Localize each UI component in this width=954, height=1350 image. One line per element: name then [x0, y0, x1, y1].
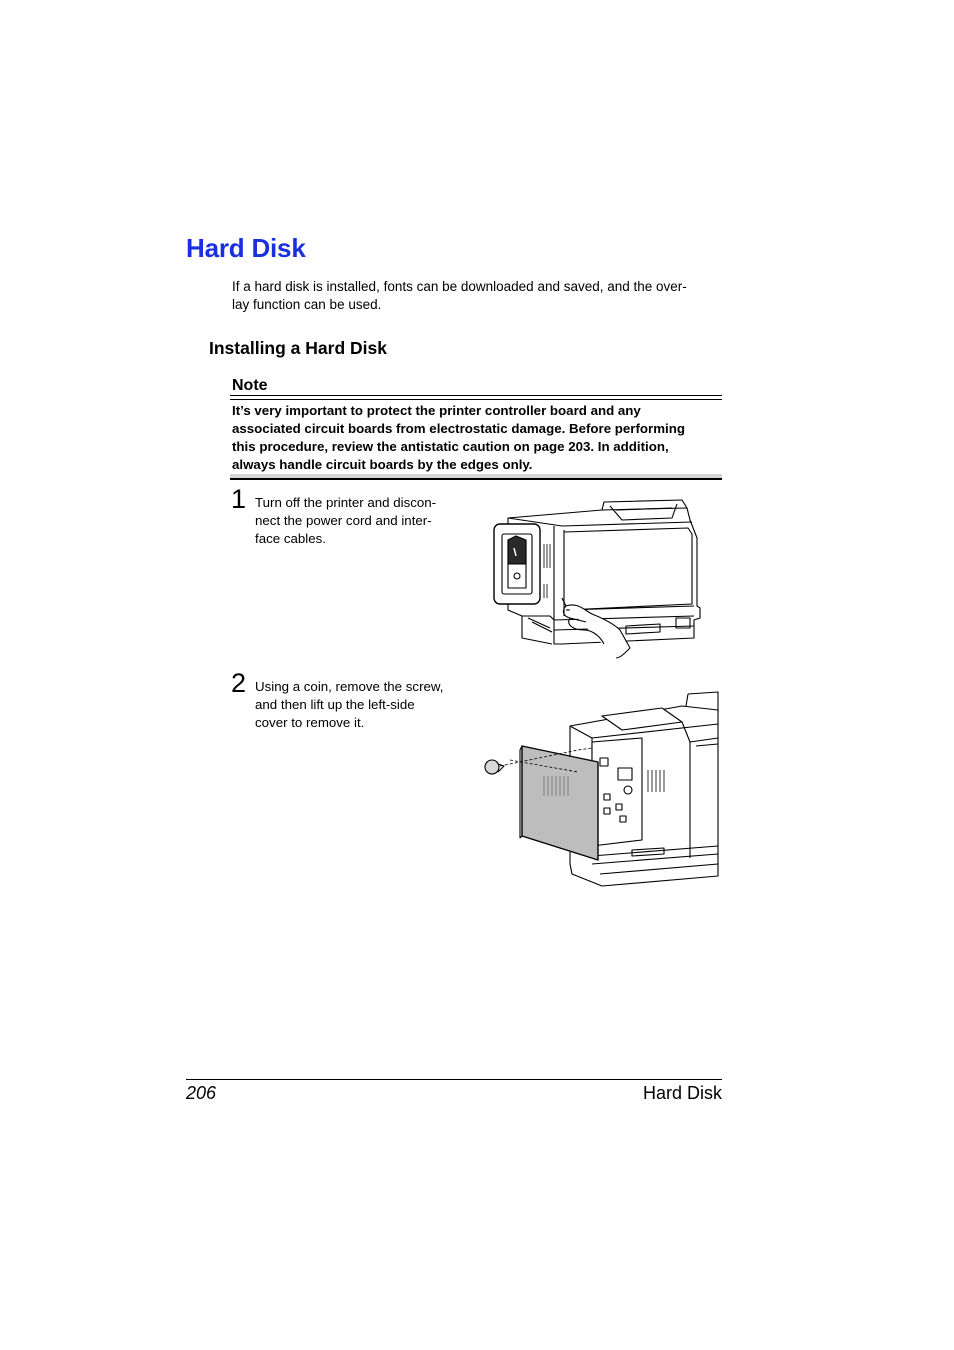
- note-line: associated circuit boards from electrostatic damage. Before performing: [232, 421, 685, 436]
- intro-line: lay function can be used.: [232, 296, 382, 312]
- step-2-number: 2: [231, 668, 247, 698]
- footer-section-title: Hard Disk: [642, 1083, 722, 1103]
- step-1-line: face cables.: [255, 530, 326, 546]
- note-line: always handle circuit boards by the edges only.: [232, 457, 533, 472]
- step-2-text: [255, 678, 465, 731]
- step-1-number: 1: [231, 484, 247, 514]
- printer-power-off-illustration: [492, 498, 704, 660]
- footer-rule: [186, 1079, 722, 1080]
- intro-line: If a hard disk is installed, fonts can be downloaded and saved, and the over-: [232, 279, 687, 294]
- step-1-text: [255, 494, 465, 547]
- note-text: [232, 402, 724, 474]
- note-line: this procedure, review the antistatic caution on page 203. In addition,: [232, 439, 669, 454]
- section-title: Installing a Hard Disk: [209, 338, 387, 358]
- step-2-line: Using a coin, remove the screw,: [255, 679, 444, 694]
- note-bottom-rule: [230, 478, 722, 480]
- note-line: It’s very important to protect the printer controller board and any: [232, 403, 641, 418]
- step-2-line: cover to remove it.: [255, 714, 365, 730]
- intro-paragraph: [232, 278, 722, 313]
- page-title: Hard Disk: [186, 233, 306, 263]
- remove-side-cover-illustration: [482, 688, 720, 888]
- footer-page-number: 206: [186, 1083, 217, 1103]
- step-2-line: and then lift up the left-side: [255, 696, 415, 712]
- step-1-line: nect the power cord and inter-: [255, 512, 432, 528]
- note-top-rule-inner: [230, 399, 722, 400]
- note-top-rule: [230, 395, 722, 396]
- step-1-line: Turn off the printer and discon-: [255, 495, 437, 510]
- note-label: Note: [232, 377, 268, 394]
